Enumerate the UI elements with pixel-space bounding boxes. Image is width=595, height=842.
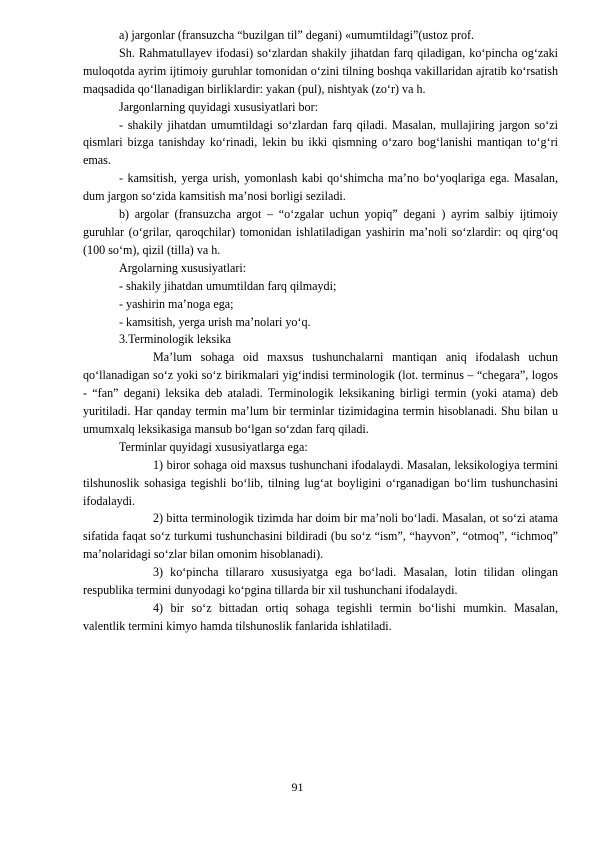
paragraph: Terminlar quyidagi xususiyatlarga ega:: [119, 439, 308, 454]
paragraph: Jargonlarning quyidagi xususiyatlari bor:: [119, 99, 318, 114]
page-body: [83, 27, 558, 636]
paragraph: 3.Terminologik leksika: [119, 332, 232, 347]
paragraph: Ma’lum sohaga oid maxsus tushunchalarni mantiqan aniq ifodalash uchun qo‘llanadigan so‘z yoki so‘z birikmalari yig‘indisi terminologik (lot. terminus – “chegara”, logos - “fan” degani) leksika deb ataladi. Terminologik leksikaning birligi termin (yoki atama) deb yuritiladi. Har qanday termin ma’lum bir terminlar tizimidagina termin hisoblanadi. Shu bilan u umumxalq leksikasiga mansub bo‘lgan so‘zdan farq qiladi.: [83, 350, 558, 436]
paragraph: 1) biror sohaga oid maxsus tushunchani ifodalaydi. Masalan, leksikologiya termini tilshunoslik sohasiga tegishli bo‘lib, tilning lug‘at boyligini o‘rganadigan bo‘lim tushunchasini ifodalaydi.: [83, 457, 558, 508]
paragraph: - yashirin ma’noga ega;: [119, 296, 234, 311]
paragraph: - kamsitish, yerga urish ma’nolari yo‘q.: [119, 314, 311, 329]
paragraph: Argolarning xususiyatlari:: [119, 260, 247, 275]
paragraph: - shakily jihatdan umumtildagi so‘zlardan farq qiladi. Masalan, mullajiring jargon so‘zi qismlari bizga tanishday ko‘rinadi, lekin bu ikki qismning o‘zaro bog‘lanishi mantiqan to‘g‘ri emas.: [83, 117, 558, 168]
paragraph: 3) ko‘pincha tillararo xususiyatga ega bo‘ladi. Masalan, lotin tilidan olingan respublika termini dunyodagi ko‘pgina tillarda bir xil tushunchani ifodalaydi.: [83, 565, 558, 598]
page-number: 91: [291, 780, 304, 794]
paragraph: 2) bitta terminologik tizimda har doim bir ma’noli bo‘ladi. Masalan, ot so‘zi atama sifatida faqat so‘z turkumi tushunchasini bildiradi (bu so‘z “ism”, “hayvon”, “otmoq”, “ichmoq” ma’nolaridagi so‘zlar bilan omonim hisoblanadi).: [83, 511, 558, 562]
paragraph: - kamsitish, yerga urish, yomonlash kabi qo‘shimcha ma’no bo‘yoqlariga ega. Masalan, dum jargon so‘zida kamsitish ma’nosi borligi seziladi.: [83, 171, 558, 204]
paragraph: - shakily jihatdan umumtildan farq qilmaydi;: [119, 278, 337, 293]
paragraph: b) argolar (fransuzcha argot – “o‘zgalar uchun yopiq” degani ) ayrim salbiy ijtimoiy guruhlar (o‘grilar, qaroqchilar) tomonidan ishlatiladigan yashirin ma’noli so‘zlardir: oq qirg‘oq (100 so‘m), qizil (tilla) va h.: [83, 207, 558, 257]
paragraph: Sh. Rahmatullayev ifodasi) so‘zlardan shakily jihatdan farq qiladigan, ko‘pincha og‘zaki muloqotda ayrim ijtimoiy guruhlar tomonidan o‘zini tilning boshqa vakillaridan ajratib ko‘rsatish maqsadida qo‘llanadigan birliklardir: yakan (pul), nishtyak (zo‘r) va h.: [83, 45, 558, 96]
paragraph: 4) bir so‘z bittadan ortiq sohaga tegishli termin bo‘lishi mumkin. Masalan, valentlik termini kimyo hamda tilshunoslik fanlarida ishlatiladi.: [83, 601, 558, 633]
paragraph: a) jargonlar (fransuzcha “buzilgan til” degani) «umumtildagi”(ustoz prof.: [119, 28, 475, 42]
